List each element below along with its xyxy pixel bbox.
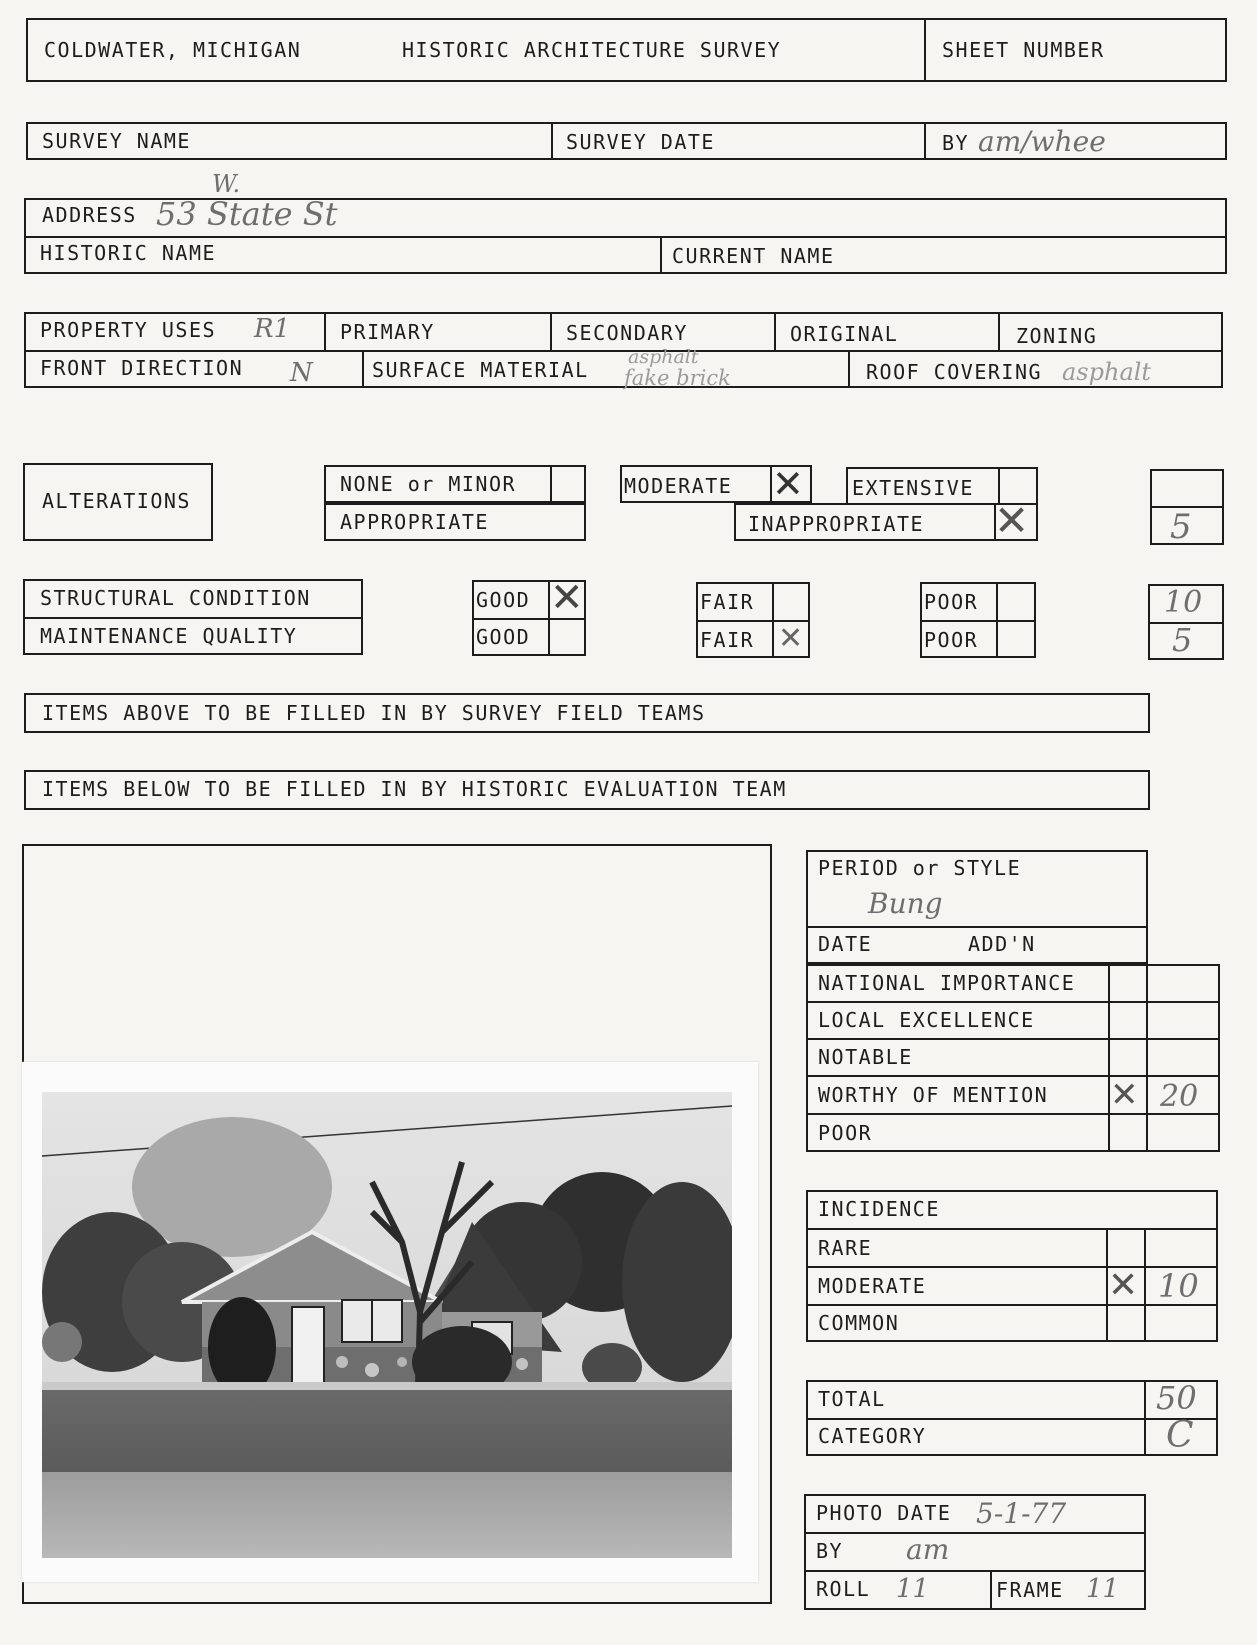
surface-material-value-2: fake brick: [624, 366, 731, 390]
property-row-divider: [24, 350, 1223, 352]
address-value: 53 State St: [156, 195, 338, 233]
photo-date-value: 5-1-77: [976, 1497, 1067, 1530]
property-uses-label: PROPERTY USES: [40, 318, 217, 342]
importance-row-1: [806, 1001, 1220, 1003]
photo-info-row-2: [804, 1570, 1146, 1572]
survey-name-label: SURVEY NAME: [42, 129, 191, 153]
house-photo: [42, 1092, 732, 1558]
structural-poor-label: POOR: [924, 590, 979, 614]
address-row-divider: [24, 236, 1227, 238]
alt-moderate-label: MODERATE: [624, 474, 733, 498]
header-city: COLDWATER, MICHIGAN: [44, 38, 302, 62]
alt-extensive-label: EXTENSIVE: [852, 476, 974, 500]
category-label: CATEGORY: [818, 1424, 927, 1448]
survey-divider-1: [551, 122, 553, 160]
structural-good-check: ✕: [550, 575, 584, 621]
maintenance-good-label: GOOD: [476, 625, 531, 649]
structural-good-label: GOOD: [476, 588, 531, 612]
front-direction-value: N: [290, 358, 313, 388]
incidence-moderate-score: 10: [1158, 1267, 1199, 1305]
poor-check-divider: [996, 582, 998, 658]
roll-value: 11: [896, 1574, 930, 1604]
worthy-label: WORTHY OF MENTION: [818, 1083, 1049, 1107]
photo-info-divider: [990, 1570, 992, 1610]
importance-row-3: [806, 1075, 1220, 1077]
photo-by-value: am: [906, 1533, 950, 1566]
eval-poor-label: POOR: [818, 1121, 873, 1145]
maintenance-score: 5: [1172, 621, 1193, 659]
survey-divider-2: [924, 122, 926, 160]
address-label: ADDRESS: [42, 203, 137, 227]
photo-info-row-1: [804, 1532, 1146, 1534]
zoning-label: ZONING: [1016, 324, 1098, 348]
photo-by-label: BY: [816, 1539, 844, 1563]
category-value: C: [1166, 1415, 1194, 1456]
roll-label: ROLL: [816, 1577, 871, 1601]
importance-row-4: [806, 1113, 1220, 1115]
incidence-moderate-check: ✕: [1108, 1265, 1139, 1306]
period-label: PERIOD or STYLE: [818, 856, 1022, 880]
importance-divider-1: [1108, 964, 1110, 1152]
roof-covering-value: asphalt: [1062, 358, 1152, 386]
roof-covering-label: ROOF COVERING: [866, 360, 1043, 384]
local-label: LOCAL EXCELLENCE: [818, 1008, 1035, 1032]
alt-inappropriate-label: INAPPROPRIATE: [748, 512, 925, 536]
survey-by-value: am/whee: [978, 125, 1106, 158]
incidence-label: INCIDENCE: [818, 1197, 940, 1221]
date-label: DATE: [818, 932, 873, 956]
frame-value: 11: [1086, 1574, 1120, 1604]
property-uses-value: R1: [254, 314, 291, 344]
alt-none-check-divider: [550, 465, 552, 503]
maintenance-fair-check: ✕: [778, 621, 804, 656]
address-prefix: W.: [212, 170, 241, 198]
surface-material-label: SURFACE MATERIAL: [372, 358, 589, 382]
maintenance-quality-label: MAINTENANCE QUALITY: [40, 624, 298, 648]
house-photo-image: [42, 1092, 732, 1558]
importance-row-2: [806, 1038, 1220, 1040]
maintenance-fair-label: FAIR: [700, 628, 755, 652]
front-direction-label: FRONT DIRECTION: [40, 356, 244, 380]
addn-label: ADD'N: [968, 932, 1036, 956]
total-label: TOTAL: [818, 1387, 886, 1411]
incidence-row-1: [806, 1228, 1218, 1230]
structural-condition-label: STRUCTURAL CONDITION: [40, 586, 311, 610]
property-divider-2: [550, 312, 552, 350]
incidence-divider-2: [1144, 1228, 1146, 1342]
importance-divider-2: [1146, 964, 1148, 1152]
surface-material-value-1: asphalt: [628, 346, 699, 368]
period-value: Bung: [868, 887, 943, 920]
national-label: NATIONAL IMPORTANCE: [818, 971, 1076, 995]
header-divider: [924, 18, 926, 82]
property-divider-5: [362, 350, 364, 388]
alt-none-label: NONE or MINOR: [340, 472, 517, 496]
total-value: 50: [1156, 1379, 1197, 1417]
alt-moderate-check: ✕: [772, 462, 804, 506]
alterations-label: ALTERATIONS: [42, 489, 191, 513]
incidence-moderate-label: MODERATE: [818, 1274, 927, 1298]
incidence-row-3: [806, 1304, 1218, 1306]
property-divider-6: [848, 350, 850, 388]
property-divider-1: [324, 312, 326, 350]
incidence-row-2: [806, 1266, 1218, 1268]
totals-divider: [806, 1418, 1218, 1420]
poor-divider: [920, 620, 1036, 622]
worthy-score: 20: [1160, 1079, 1199, 1114]
maintenance-poor-label: POOR: [924, 628, 979, 652]
primary-label: PRIMARY: [340, 320, 435, 344]
survey-by-label: BY: [942, 131, 970, 155]
frame-label: FRAME: [996, 1578, 1064, 1602]
historic-name-label: HISTORIC NAME: [40, 241, 217, 265]
alt-inappropriate-check: ✕: [994, 496, 1030, 545]
structural-fair-label: FAIR: [700, 590, 755, 614]
property-divider-4: [998, 312, 1000, 350]
notable-label: NOTABLE: [818, 1045, 913, 1069]
note-below: ITEMS BELOW TO BE FILLED IN BY HISTORIC EVALUATION TEAM: [42, 777, 787, 801]
photo-date-label: PHOTO DATE: [816, 1501, 952, 1525]
original-label: ORIGINAL: [790, 322, 899, 346]
structural-score: 10: [1164, 585, 1203, 620]
header-title: HISTORIC ARCHITECTURE SURVEY: [402, 38, 782, 62]
address-divider: [660, 236, 662, 274]
totals-value-divider: [1144, 1380, 1146, 1456]
fair-check-divider: [772, 582, 774, 658]
common-label: COMMON: [818, 1311, 900, 1335]
sheet-number-label: SHEET NUMBER: [942, 38, 1105, 62]
note-above: ITEMS ABOVE TO BE FILLED IN BY SURVEY FIELD TEAMS: [42, 701, 706, 725]
condition-label-divider: [23, 617, 363, 619]
secondary-label: SECONDARY: [566, 321, 688, 345]
worthy-check: ✕: [1110, 1075, 1139, 1115]
alt-appropriate-label: APPROPRIATE: [340, 510, 489, 534]
rare-label: RARE: [818, 1236, 873, 1260]
alt-score: 5: [1170, 507, 1192, 547]
property-divider-3: [774, 312, 776, 350]
current-name-label: CURRENT NAME: [672, 244, 835, 268]
survey-date-label: SURVEY DATE: [566, 130, 715, 154]
